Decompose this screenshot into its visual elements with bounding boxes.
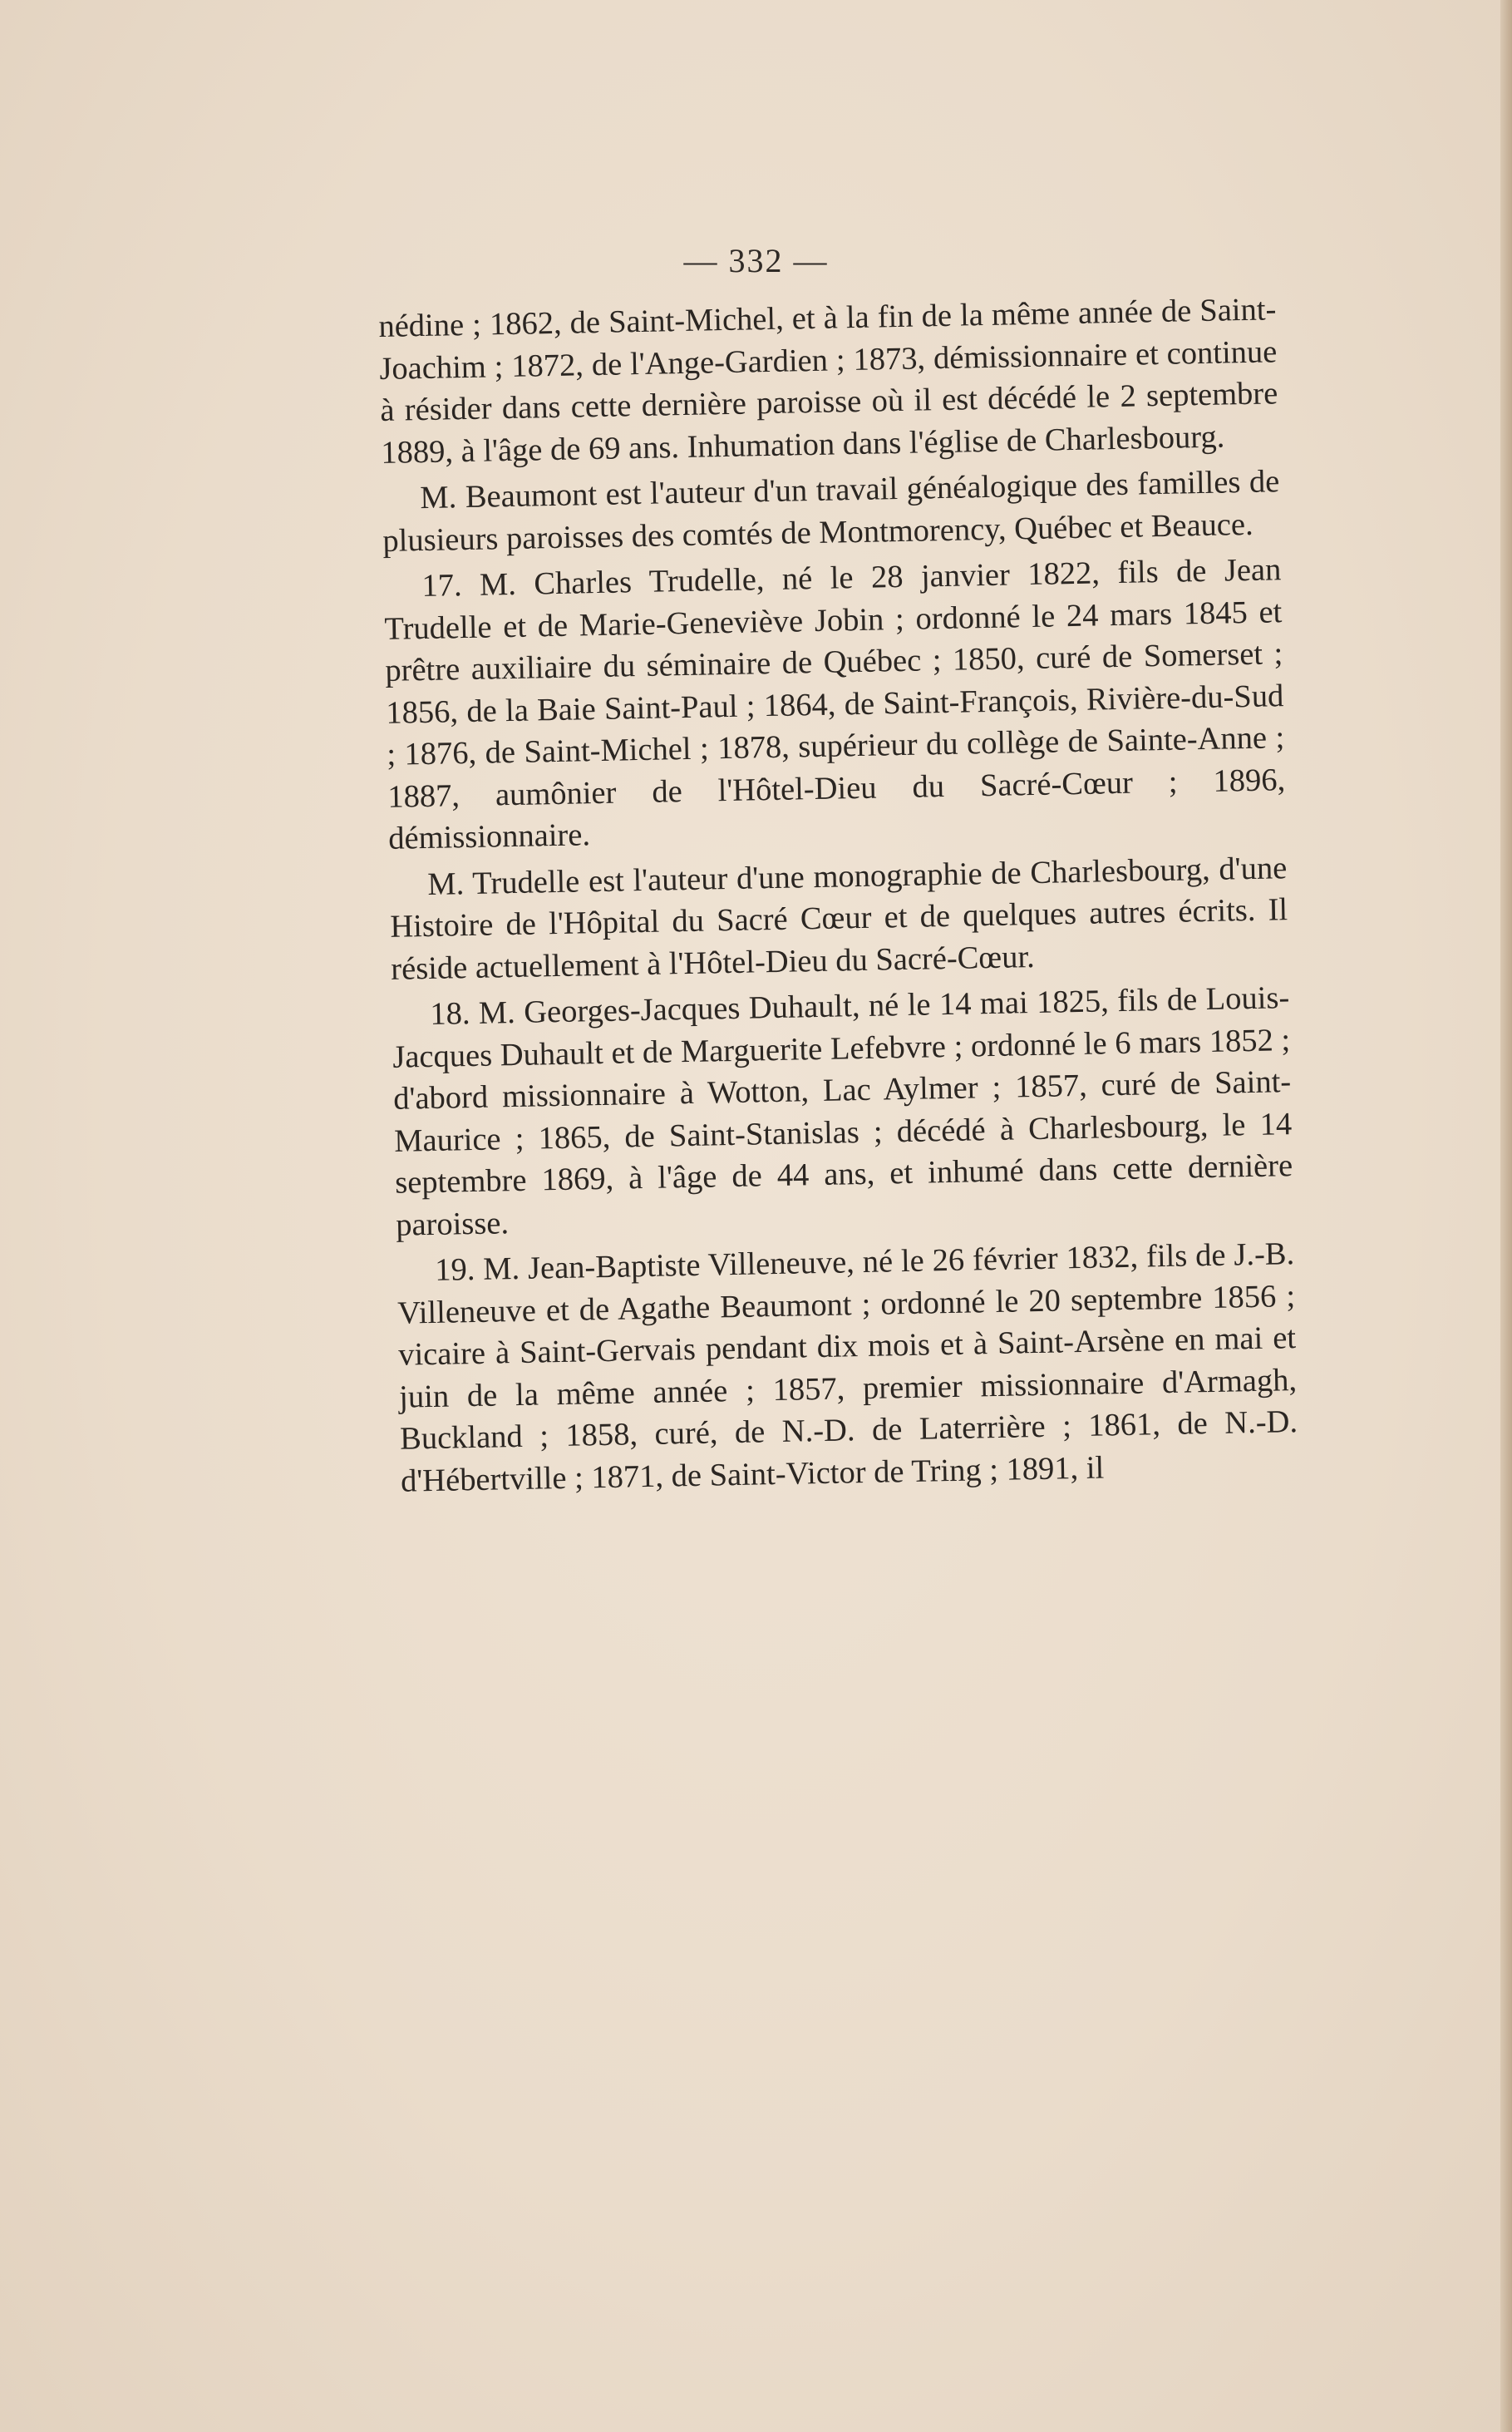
paragraph-beaumont-note: M. Beaumont est l'auteur d'un travail généalogique des familles de plusieurs paroisses des comtés de Montmorency, Québec et Beauce. (382, 464, 1280, 559)
paragraph-continuation: nédine ; 1862, de Saint-Michel, et à la fin de la même année de Saint-Joachim ; 1872, de l'Ange-Gardien ; 1873, démissionnaire et continue à résider dans cette dernière paroisse où il est décédé le 2 septembre 1889, à l'âge de 69 ans. Inhumation dans l'église de Charlesbourg. (378, 292, 1278, 471)
paragraph-entry-17: 17. M. Charles Trudelle, né le 28 janvier 1822, fils de Jean Trudelle et de Marie-Geneviève Jobin ; ordonné le 24 mars 1845 et prêtre auxiliaire du séminaire de Québec ; 1850, curé de Somerset ; 1856, de la Baie Saint-Paul ; 1864, de Saint-François, Rivière-du-Sud ; 1876, de Saint-Michel ; 1878, supérieur du collège de Sainte-Anne ; 1887, aumônier de l'Hôtel-Dieu du Sacré-Cœur ; 1896, démissionnaire. (384, 552, 1286, 856)
paragraph-trudelle-note: M. Trudelle est l'auteur d'une monographie de Charlesbourg, d'une Histoire de l'Hôpital du Sacré Cœur et de quelques autres écrits. Il réside actuellement à l'Hôtel-Dieu du Sacré-Cœur. (389, 850, 1288, 987)
paragraph-entry-19: 19. M. Jean-Baptiste Villeneuve, né le 26 février 1832, fils de J.-B. Villeneuve et de Agathe Beaumont ; ordonné le 20 septembre 1856 ; vicaire à Saint-Gervais pendant dix mois et à Saint-Arsène en mai et juin de la même année ; 1857, premier missionnaire d'Armagh, Buckland ; 1858, curé, de N.-D. de Laterrière ; 1861, de N.-D. d'Hébertville ; 1871, de Saint-Victor de Tring ; 1891, il (396, 1236, 1298, 1499)
paragraph-entry-18: 18. M. Georges-Jacques Duhault, né le 14 mai 1825, fils de Louis-Jacques Duhault et de Marguerite Lefebvre ; ordonné le 6 mars 1852 ; d'abord missionnaire à Wotton, Lac Aylmer ; 1857, curé de Saint-Maurice ; 1865, de Saint-Stanislas ; décédé à Charlesbourg, le 14 septembre 1869, à l'âge de 44 ans, et inhumé dans cette dernière paroisse. (392, 980, 1293, 1243)
page-edge (1500, 0, 1512, 2432)
page-number: — 332 — (683, 242, 829, 279)
body-text (378, 289, 1299, 1506)
